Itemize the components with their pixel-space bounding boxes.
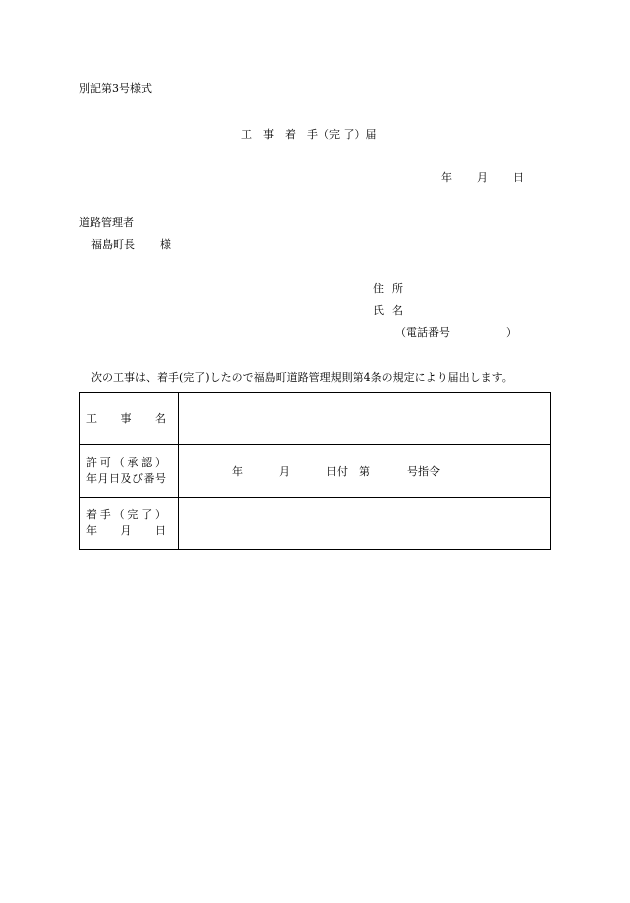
permit-value-cell[interactable] bbox=[179, 445, 551, 497]
form-reference: 別記第3号様式 bbox=[79, 82, 152, 95]
start-completion-label-cell bbox=[80, 497, 179, 549]
recipient-name: 福島町長 bbox=[91, 238, 135, 251]
permit-label-line1: 許可（承認） bbox=[86, 456, 166, 470]
permit-dated-label: 日付 bbox=[326, 464, 348, 478]
construction-name-label: 工 事 名 bbox=[86, 411, 166, 425]
table-row-permit bbox=[80, 445, 551, 497]
document-title: 工 事 着 手（完 了）届 bbox=[241, 128, 377, 141]
permit-date-number-line bbox=[179, 464, 550, 478]
start-completion-label-line1: 着手（完了） bbox=[86, 508, 166, 522]
construction-name-label-cell bbox=[80, 393, 179, 445]
permit-month-label: 月 bbox=[279, 464, 290, 478]
table-row-construction-name bbox=[80, 393, 551, 445]
recipient-honorific: 様 bbox=[160, 238, 171, 251]
date-month-label: 月 bbox=[477, 171, 488, 184]
form-table bbox=[79, 392, 551, 550]
permit-order-label: 号指令 bbox=[407, 464, 440, 478]
table-row-start-completion bbox=[80, 497, 551, 549]
permit-year-label: 年 bbox=[232, 464, 243, 478]
date-day-label: 日 bbox=[513, 171, 524, 184]
permit-label-line2: 年月日及び番号 bbox=[86, 471, 166, 485]
notice-text: 次の工事は、着手(完了)したので福島町道路管理規則第4条の規定により届出します。 bbox=[91, 371, 513, 384]
construction-name-value-cell[interactable] bbox=[179, 393, 551, 445]
permit-no-label: 第 bbox=[359, 464, 370, 478]
permit-label-cell bbox=[80, 445, 179, 497]
applicant-address-label: 住所 bbox=[373, 282, 411, 295]
start-completion-value-cell[interactable] bbox=[179, 497, 551, 549]
applicant-name-label: 氏名 bbox=[373, 304, 411, 317]
phone-number-close: ） bbox=[506, 326, 517, 339]
recipient-organization: 道路管理者 bbox=[79, 216, 134, 229]
start-completion-label-line2: 年 月 日 bbox=[86, 524, 166, 538]
date-year-label: 年 bbox=[441, 171, 452, 184]
phone-number-label: （電話番号 bbox=[395, 326, 450, 339]
